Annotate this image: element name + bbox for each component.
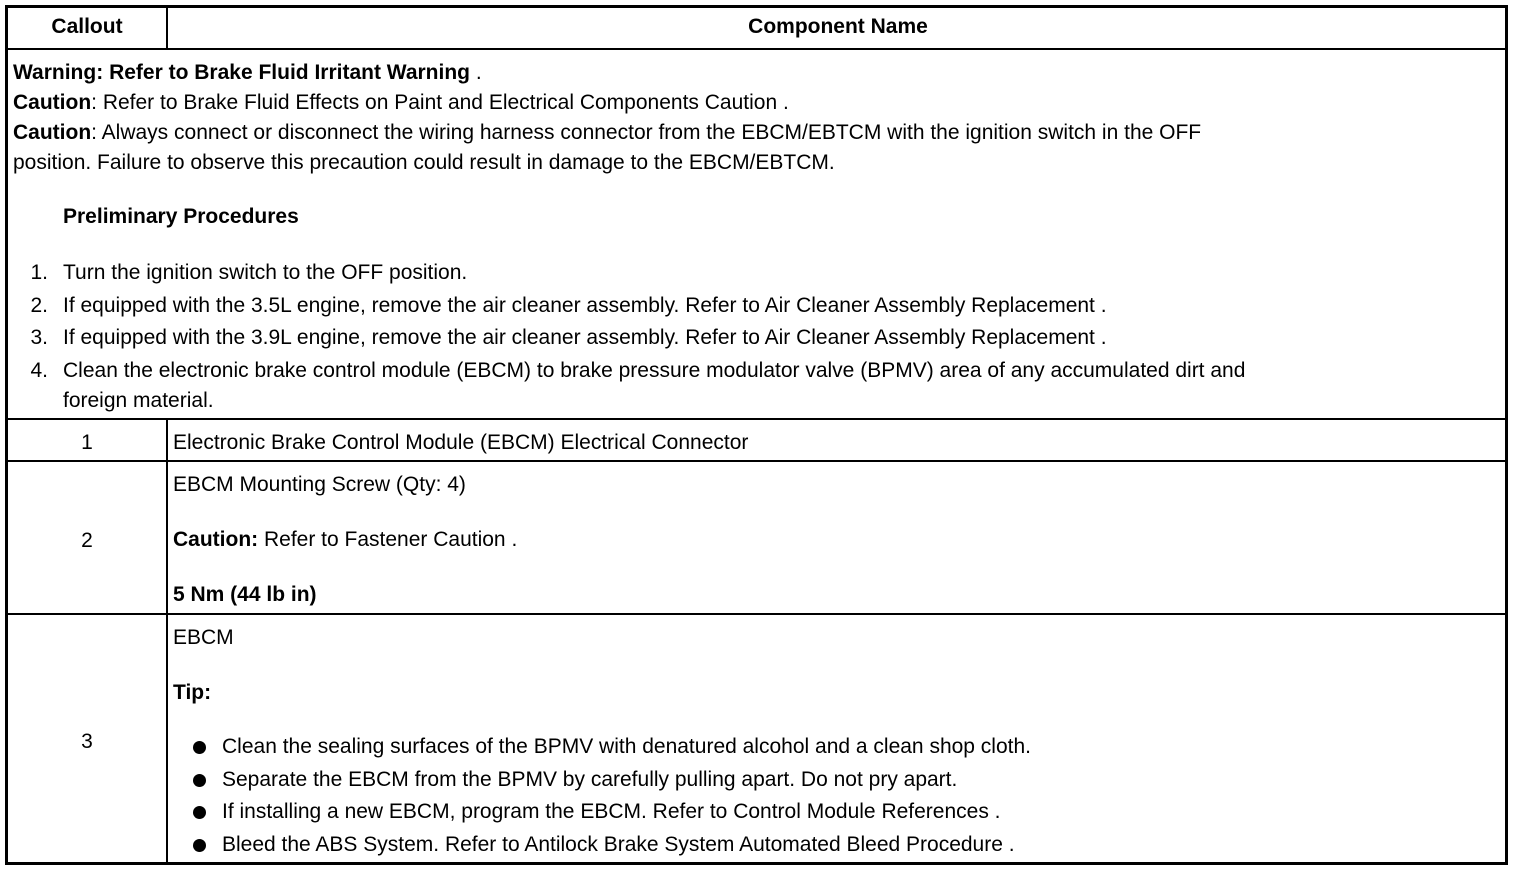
warning-end: . <box>470 61 482 84</box>
bullet-icon <box>193 806 206 819</box>
step-number: 1. <box>30 261 48 284</box>
header-divider <box>166 8 168 48</box>
header-callout: Callout <box>51 15 123 38</box>
warning-text: Refer to Brake Fluid Irritant Warning <box>109 61 470 84</box>
tip-text: Clean the sealing surfaces of the BPMV with denatured alcohol and a clean shop cloth. <box>222 735 1032 758</box>
header-component-name: Component Name <box>748 15 928 38</box>
tip-text: Separate the EBCM from the BPMV by carefully pulling apart. Do not pry apart. <box>222 768 958 791</box>
step-number: 2. <box>30 294 48 317</box>
caution-text: Refer to Fastener Caution . <box>258 528 518 551</box>
caution-text: : Always connect or disconnect the wiring harness connector from the EBCM/EBTCM with the ignition switch in the OFF <box>91 121 1202 144</box>
step-text: Clean the electronic brake control module (EBCM) to brake pressure modulator valve (BPMV) area of any accumulated dirt and <box>63 359 1246 382</box>
step-number: 3. <box>30 326 48 349</box>
component-name: EBCM Mounting Screw (Qty: 4) <box>173 473 466 496</box>
caution-note-1 <box>13 88 789 118</box>
caution-label: Caution: <box>173 528 259 551</box>
step-text: If equipped with the 3.9L engine, remove the air cleaner assembly. Refer to Air Cleaner Assembly Replacement . <box>63 326 1107 349</box>
caution-label: Caution <box>13 91 92 114</box>
step-text: If equipped with the 3.5L engine, remove the air cleaner assembly. Refer to Air Cleaner Assembly Replacement . <box>63 294 1107 317</box>
warning-note <box>13 58 482 88</box>
step-text-cont: foreign material. <box>63 389 214 412</box>
step-number: 4. <box>30 359 48 382</box>
bullet-icon <box>193 774 206 787</box>
notes-rule <box>8 418 1505 420</box>
torque-spec: 5 Nm (44 lb in) <box>173 583 317 606</box>
component-name: EBCM <box>173 626 234 649</box>
tip-label: Tip: <box>173 681 212 704</box>
body-divider <box>166 418 168 862</box>
callout-number: 2 <box>81 529 93 552</box>
preliminary-title: Preliminary Procedures <box>63 205 299 228</box>
callout-number: 1 <box>81 431 93 454</box>
row-rule <box>8 460 1505 462</box>
bullet-icon <box>193 839 206 852</box>
step-text: Turn the ignition switch to the OFF position. <box>63 261 468 284</box>
caution-label: Caution <box>13 121 92 144</box>
callout-number: 3 <box>81 730 93 753</box>
fastener-caution <box>173 525 517 555</box>
tip-text: If installing a new EBCM, program the EBCM. Refer to Control Module References . <box>222 800 1001 823</box>
header-rule <box>8 48 1505 50</box>
tip-text: Bleed the ABS System. Refer to Antilock Brake System Automated Bleed Procedure . <box>222 833 1015 856</box>
caution-note-2 <box>13 118 1201 148</box>
caution-note-2-cont: position. Failure to observe this precaution could result in damage to the EBCM/EBTCM. <box>13 151 835 174</box>
caution-text: : Refer to Brake Fluid Effects on Paint and Electrical Components Caution . <box>91 91 789 114</box>
bullet-icon <box>193 741 206 754</box>
procedure-table <box>5 5 1508 865</box>
component-name: Electronic Brake Control Module (EBCM) Electrical Connector <box>173 431 749 454</box>
row-rule <box>8 613 1505 615</box>
warning-label: Warning: <box>13 61 104 84</box>
